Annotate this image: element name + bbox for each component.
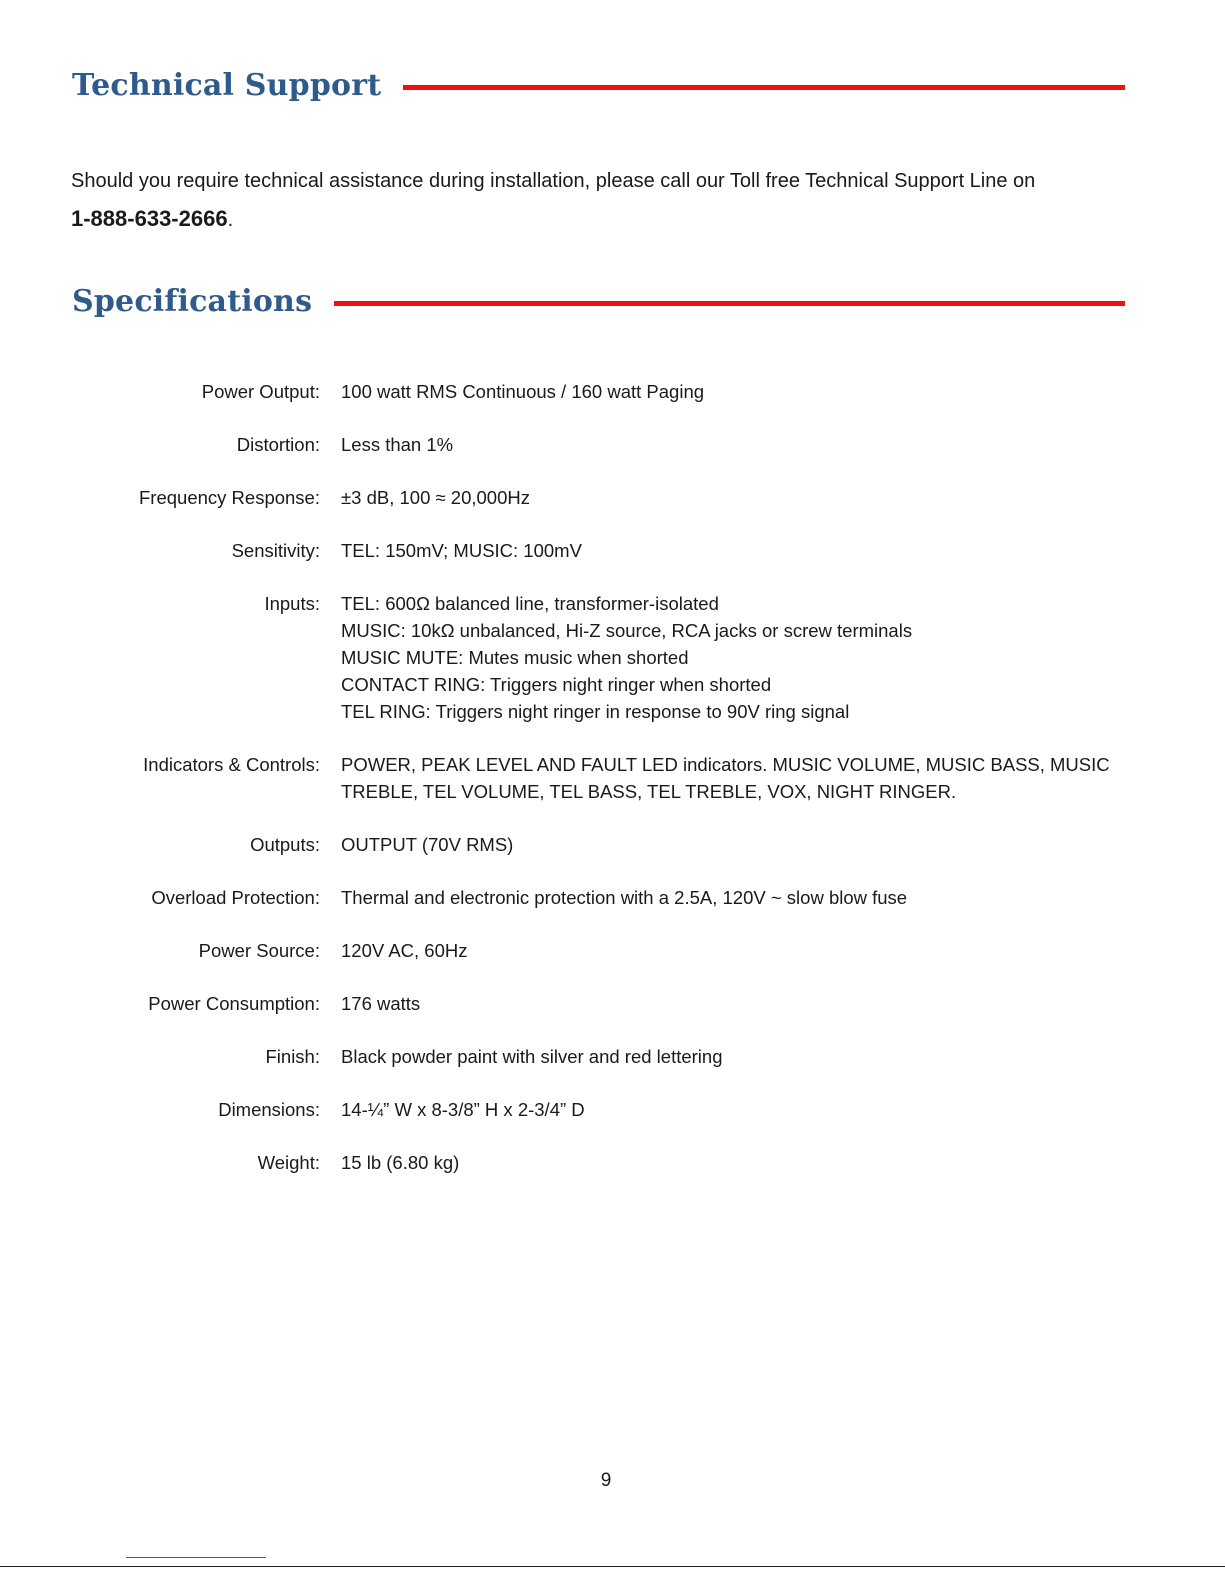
spec-value-line: ±3 dB, 100 ≈ 20,000Hz (341, 487, 530, 508)
technical-support-paragraph (71, 163, 1141, 239)
spec-label: Overload Protection: (151, 887, 320, 908)
specifications-rule (334, 301, 1125, 306)
technical-support-rule (403, 85, 1125, 90)
spec-row (0, 484, 1225, 511)
spec-value-line: Black powder paint with silver and red lettering (341, 1046, 723, 1067)
spec-value-line: 176 watts (341, 993, 421, 1014)
spec-value (341, 484, 1121, 511)
spec-row (0, 884, 1225, 911)
page-number: 9 (600, 1470, 612, 1491)
spec-value (341, 1043, 1121, 1070)
spec-value (341, 990, 1121, 1017)
spec-label: Finish: (265, 1046, 320, 1067)
spec-label: Power Output: (201, 381, 320, 402)
spec-value-line: Thermal and electronic protection with a 2.5A, 120V ~ slow blow fuse (341, 887, 908, 908)
spec-value (341, 590, 1121, 725)
spec-row (0, 537, 1225, 564)
spec-value-line: TEL: 150mV; MUSIC: 100mV (341, 540, 582, 561)
spec-value (341, 378, 1121, 405)
support-phone-suffix: . (227, 209, 234, 231)
spec-value-line: 100 watt RMS Continuous / 160 watt Paging (341, 381, 705, 402)
spec-label: Frequency Response: (139, 487, 320, 508)
technical-support-heading: Technical Support (72, 68, 382, 103)
spec-value-line: TEL RING: Triggers night ringer in response to 90V ring signal (341, 701, 850, 722)
spec-value (341, 537, 1121, 564)
spec-value-line: 14-¼” W x 8-3/8” H x 2-3/4” D (341, 1099, 585, 1120)
spec-value (341, 431, 1121, 458)
technical-support-heading-row (72, 68, 1125, 103)
spec-label: Outputs: (250, 834, 320, 855)
spec-row (0, 1149, 1225, 1176)
spec-value (341, 831, 1121, 858)
spec-value (341, 1149, 1121, 1176)
spec-value (341, 937, 1121, 964)
spec-label: Power Source: (198, 940, 320, 961)
footer-link-underline (126, 1557, 266, 1558)
spec-row (0, 937, 1225, 964)
spec-value-line: Less than 1% (341, 434, 454, 455)
spec-value-line: CONTACT RING: Triggers night ringer when shorted (341, 674, 772, 695)
spec-value-line: OUTPUT (70V RMS) (341, 834, 514, 855)
specifications-heading-row (72, 284, 1125, 319)
specifications-list (0, 378, 1225, 1202)
spec-label: Inputs: (264, 593, 320, 614)
spec-value-line: TREBLE, TEL VOLUME, TEL BASS, TEL TREBLE, VOX, NIGHT RINGER. (341, 781, 957, 802)
specifications-heading: Specifications (72, 284, 313, 319)
spec-value (341, 751, 1121, 805)
footer-divider (0, 1566, 1225, 1567)
spec-value (341, 884, 1121, 911)
spec-value-line: 15 lb (6.80 kg) (341, 1152, 460, 1173)
spec-value-line: TEL: 600Ω balanced line, transformer-isolated (341, 593, 719, 614)
spec-row (0, 831, 1225, 858)
spec-row (0, 1043, 1225, 1070)
spec-row (0, 1096, 1225, 1123)
spec-label: Sensitivity: (231, 540, 320, 561)
spec-row (0, 990, 1225, 1017)
spec-value-line: MUSIC: 10kΩ unbalanced, Hi-Z source, RCA jacks or screw terminals (341, 620, 913, 641)
spec-value-line: 120V AC, 60Hz (341, 940, 468, 961)
spec-label: Indicators & Controls: (143, 754, 320, 775)
spec-value-line: POWER, PEAK LEVEL AND FAULT LED indicators. MUSIC VOLUME, MUSIC BASS, MUSIC (341, 754, 1110, 775)
spec-value-line: MUSIC MUTE: Mutes music when shorted (341, 647, 689, 668)
spec-value (341, 1096, 1121, 1123)
spec-row (0, 431, 1225, 458)
spec-label: Dimensions: (218, 1099, 320, 1120)
support-phone-number: 1-888-633-2666 (71, 206, 228, 231)
spec-label: Power Consumption: (148, 993, 320, 1014)
spec-row (0, 378, 1225, 405)
spec-row (0, 590, 1225, 725)
spec-label: Distortion: (236, 434, 320, 455)
spec-row (0, 751, 1225, 805)
spec-label: Weight: (257, 1152, 320, 1173)
technical-support-body: Should you require technical assistance during installation, please call our Toll free Technical Support Line on (71, 170, 1036, 192)
